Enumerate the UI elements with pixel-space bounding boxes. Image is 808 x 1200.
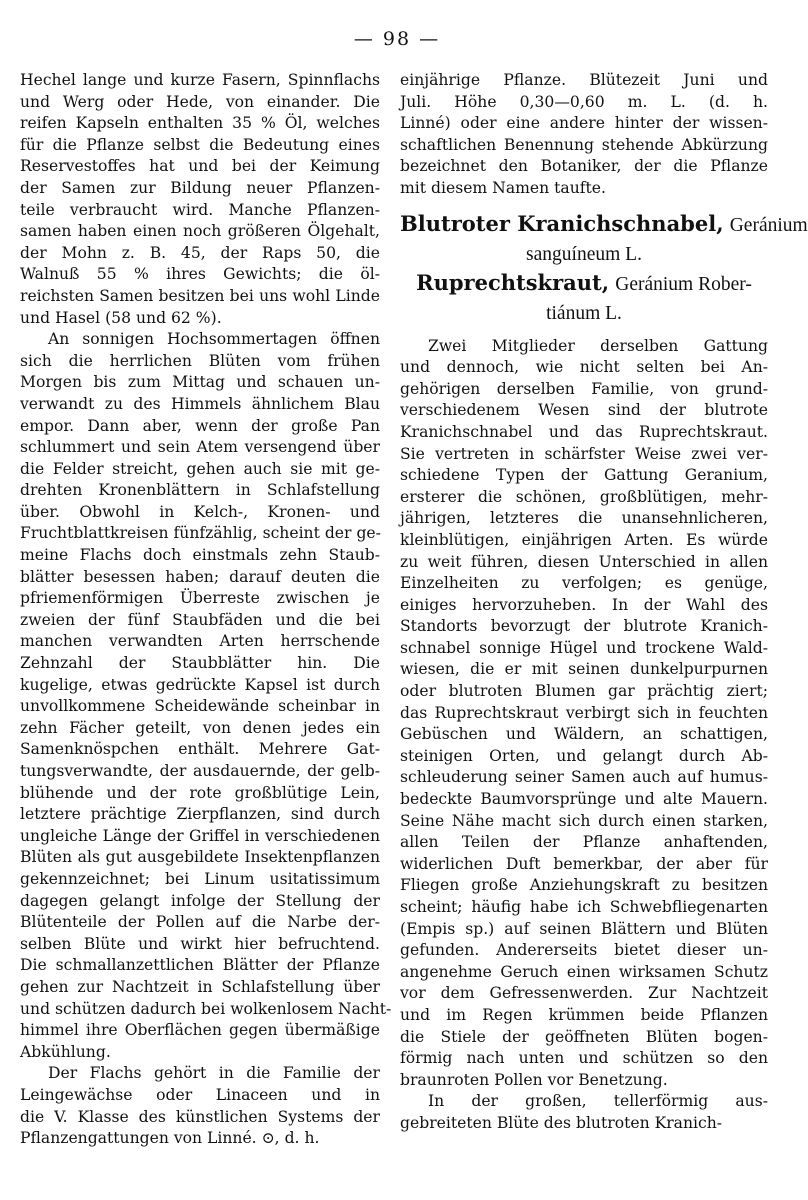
text-line: und schützen dadurch bei wolkenlosem Nacht-	[20, 999, 392, 1018]
text-line: manchen verwandten Arten herrschende	[20, 632, 380, 651]
text-line: Zwei Mitglieder derselben Gattung	[428, 336, 768, 355]
text-line: der Samen zur Bildung neuer Pflanzen-	[20, 178, 380, 197]
text-line: verschiedenem Wesen sind der blutrote	[400, 401, 768, 420]
text-line: Standorts bevorzugt der blutrote Kranich-	[400, 617, 768, 636]
text-line: schaftlichen Benennung stehende Abkürzung	[400, 135, 768, 154]
heading-line-3	[400, 269, 768, 299]
text-line: die Stiele der geöffneten Blüten bogen-	[400, 1027, 768, 1046]
text-line: wiesen, die er mit seinen dunkelpurpurnen	[400, 660, 768, 679]
text-line: tungsverwandte, der ausdauernde, der gelb-	[20, 762, 380, 780]
text-line: über. Obwohl in Kelch-, Kronen- und	[20, 502, 380, 521]
heading-title-2: Ruprechtskraut,	[416, 269, 610, 295]
text-line: Walnuß 55 % ihres Gewichts; die öl-	[20, 265, 380, 284]
text-line: förmig nach unten und schützen so den	[400, 1049, 768, 1068]
heading-line-2	[400, 240, 768, 269]
text-line: Blüten als gut ausgebildete Insektenpflanzen	[20, 848, 380, 867]
text-line: Fliegen große Anziehungskraft zu besitzen	[400, 876, 768, 895]
text-line: die V. Klasse des künstlichen Systems der	[20, 1107, 380, 1126]
section-heading	[400, 210, 808, 328]
text-line: Zehnzahl der Staubblätter hin. Die	[20, 654, 380, 673]
text-line: Pflanzengattungen von Linné. ⊙, d. h.	[20, 1129, 320, 1148]
text-line: blätter besessen haben; darauf deuten die	[20, 567, 380, 586]
text-line: gefunden. Andererseits bietet dieser un-	[400, 941, 768, 960]
text-line: samen haben einen noch größeren Ölgehalt,	[20, 222, 380, 241]
text-line: und Hasel (58 und 62 %).	[20, 308, 222, 327]
text-line: reichsten Samen besitzen bei uns wohl Linde	[20, 286, 380, 305]
text-line: ersterer die schönen, großblütigen, mehr-	[400, 487, 768, 506]
text-line: widerlichen Duft bemerkbar, der aber für	[400, 854, 768, 873]
text-line: Fruchtblattkreisen fünfzählig, scheint der ge-	[20, 524, 381, 543]
text-line: scheint; häufig habe ich Schwebfliegenarten	[400, 898, 768, 916]
text-line: himmel ihre Oberflächen gegen übermäßige	[20, 1021, 380, 1040]
text-line: Einzelheiten zu verfolgen; es genüge,	[400, 574, 768, 593]
text-line: einiges hervorzuheben. In der Wahl des	[400, 595, 768, 614]
text-line: zweien der fünf Staubfäden und die bei	[20, 610, 380, 629]
text-line: teile verbraucht wird. Manche Pflanzen-	[20, 200, 380, 219]
text-line: pfriemenförmigen Überreste zwischen je	[20, 589, 380, 608]
text-line: braunroten Pollen vor Benetzung.	[400, 1070, 668, 1089]
text-line: Seine Nähe macht sich durch einen starken,	[400, 811, 768, 830]
heading-latin-2b: tiánum L.	[546, 302, 622, 324]
text-line: dagegen gelangt infolge der Stellung der	[20, 891, 380, 910]
text-line: blühende und der rote großblütige Lein,	[20, 783, 380, 802]
text-line: jährigen, letzteres die unansehnlicheren,	[400, 509, 768, 528]
text-line: (Empis sp.) auf seinen Blättern und Blüten	[400, 919, 768, 938]
text-line: Der Flachs gehört in die Familie der	[48, 1064, 380, 1083]
text-line: der Mohn z. B. 45, der Raps 50, die	[20, 243, 380, 262]
text-line: Sie vertreten in schärfster Weise zwei ver-	[400, 444, 768, 463]
heading-line-1	[400, 210, 808, 240]
text-line: steinigen Orten, und gelangt durch Ab-	[400, 746, 768, 765]
text-line: empor. Dann aber, wenn der große Pan	[20, 416, 380, 435]
text-line: Kranichschnabel und das Ruprechtskraut.	[400, 422, 768, 441]
text-line: Juli. Höhe 0,30—0,60 m. L. (d. h.	[400, 92, 768, 111]
text-line: gehörigen derselben Familie, von grund-	[400, 379, 768, 398]
text-line: kleinblütigen, einjährigen Arten. Es würde	[400, 530, 768, 549]
text-line: letztere prächtige Zierpflanzen, sind durch	[20, 805, 380, 824]
text-line: meine Flachs doch einstmals zehn Staub-	[20, 546, 380, 565]
text-line: bezeichnet den Botaniker, der die Pflanze	[400, 157, 768, 176]
text-line: gekennzeichnet; bei Linum usitatissimum	[20, 869, 380, 888]
text-line: selben Blüte und wirkt hier befruchtend.	[20, 934, 380, 953]
text-line: ungleiche Länge der Griffel in verschiedenen	[20, 826, 380, 845]
page-number: — 98 —	[353, 28, 441, 50]
text-line: Samenknöspchen enthält. Mehrere Gat-	[20, 740, 380, 759]
text-line: vor dem Gefressenwerden. Zur Nachtzeit	[400, 984, 768, 1003]
text-line: Leingewächse oder Linaceen und in	[20, 1085, 380, 1104]
text-line: Die schmallanzettlichen Blätter der Pflanze	[20, 956, 380, 975]
text-line: einjährige Pflanze. Blütezeit Juni und	[400, 71, 768, 89]
text-line: verwandt zu des Himmels ähnlichem Blau	[20, 394, 380, 413]
heading-latin-1b: sanguíneum L.	[526, 243, 642, 265]
text-line: Abkühlung.	[20, 1042, 111, 1061]
right-column-top-text	[400, 70, 768, 200]
text-line: Blütenteile der Pollen auf die Narbe der-	[20, 913, 380, 932]
text-line: zu weit führen, diesen Unterschied in allen	[400, 552, 768, 571]
text-line: In der großen, tellerförmig aus-	[428, 1092, 768, 1111]
text-line: das Ruprechtskraut verbirgt sich in feuchten	[400, 703, 768, 722]
text-line: Hechel lange und kurze Fasern, Spinnflachs	[20, 71, 380, 89]
text-line: kugelige, etwas gedrückte Kapsel ist durch	[20, 675, 380, 694]
text-line: drehten Kronenblättern in Schlafstellung	[20, 481, 380, 500]
text-line: bedeckte Baumvorsprünge und alte Mauern.	[400, 790, 768, 809]
text-line: zehn Fächer geteilt, von denen jedes ein	[20, 718, 380, 737]
text-line: und Werg oder Hede, von einander. Die	[20, 92, 380, 111]
text-line: und dennoch, wie nicht selten bei An-	[400, 358, 768, 377]
text-line: Reservestoffes hat und bei der Keimung	[20, 157, 380, 176]
text-line: für die Pflanze selbst die Bedeutung eines	[20, 135, 380, 154]
text-line: schleuderung seiner Samen auch auf humus-	[400, 768, 768, 787]
text-line: Linné) oder eine andere hinter der wissen-	[400, 114, 768, 133]
heading-line-4	[400, 299, 768, 328]
text-line: angenehme Geruch einen wirksamen Schutz	[400, 962, 768, 981]
text-line: unvollkommene Scheidewände scheinbar in	[20, 697, 380, 716]
heading-latin-2a: Geránium Rober-	[615, 273, 752, 295]
text-line: die Felder streicht, gehen auch sie mit ge-	[20, 459, 380, 478]
text-line: schnabel sonnige Hügel und trockene Wald-	[400, 638, 768, 657]
text-line: und im Regen krümmen beide Pflanzen	[400, 1005, 768, 1024]
text-line: Gebüschen und Wäldern, an schattigen,	[400, 725, 768, 744]
text-line: gehen zur Nachtzeit in Schlafstellung über	[20, 977, 380, 996]
text-line: sich die herrlichen Blüten vom frühen	[20, 351, 380, 370]
text-line: reifen Kapseln enthalten 35 % Öl, welches	[20, 114, 380, 133]
text-line: oder blutroten Blumen gar prächtig ziert;	[400, 682, 768, 701]
right-column	[400, 70, 808, 1135]
text-line: An sonnigen Hochsommertagen öffnen	[48, 330, 380, 349]
text-line: Morgen bis zum Mittag und schauen un-	[20, 373, 380, 392]
text-line: allen Teilen der Pflanze anhaftenden,	[400, 833, 768, 852]
text-line: schiedene Typen der Gattung Geranium,	[400, 466, 768, 485]
text-line: mit diesem Namen taufte.	[400, 178, 606, 197]
text-line: schlummert und sein Atem versengend über	[20, 438, 380, 457]
text-line: gebreiteten Blüte des blutroten Kranich-	[400, 1113, 723, 1132]
heading-latin-1a: Geránium	[729, 214, 808, 236]
right-column-body-text	[400, 336, 768, 1135]
heading-title-1: Blutroter Kranichschnabel,	[400, 210, 724, 236]
left-column	[20, 70, 392, 1150]
